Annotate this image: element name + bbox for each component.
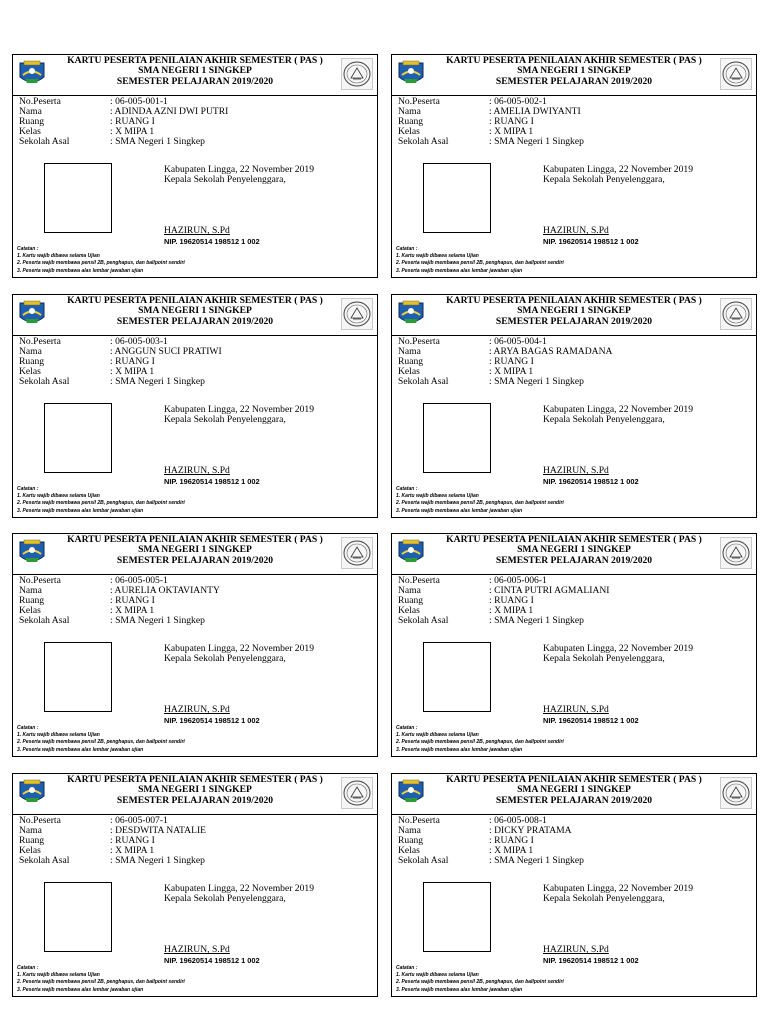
value-sekolah-asal: : SMA Negeri 1 Singkep bbox=[110, 856, 205, 866]
photo-box bbox=[423, 882, 491, 952]
notes-title: Catatan : bbox=[396, 486, 418, 492]
info-row-sekolah bbox=[19, 616, 220, 626]
notes-block bbox=[17, 486, 185, 515]
note-item: 2. Peserta wajib membawa pensil 2B, penghapus, dan ballpoint sendiri bbox=[17, 979, 185, 986]
label-no-peserta: No.Peserta bbox=[19, 336, 61, 347]
signature-name: HAZIRUN, S.Pd bbox=[543, 944, 609, 955]
school-emblem-icon bbox=[720, 298, 752, 330]
value-sekolah-asal: : SMA Negeri 1 Singkep bbox=[110, 137, 205, 147]
note-item: 2. Peserta wajib membawa pensil 2B, penghapus, dan ballpoint sendiri bbox=[17, 260, 185, 267]
label-ruang: Ruang bbox=[398, 835, 424, 846]
participant-info bbox=[398, 337, 612, 387]
signature-block bbox=[543, 884, 693, 904]
note-item: 3. Peserta wajib membawa alas lembar jawaban ujian bbox=[17, 746, 144, 753]
regency-logo-icon bbox=[396, 60, 426, 88]
info-row-sekolah bbox=[398, 137, 584, 147]
value-kelas: : X MIPA 1 bbox=[489, 846, 533, 856]
card-school-name: SMA NEGERI 1 SINGKEP bbox=[517, 544, 631, 556]
value-no-peserta: : 06-005-003-1 bbox=[110, 337, 168, 347]
participant-info bbox=[19, 816, 206, 866]
exam-card-5 bbox=[12, 533, 378, 757]
signature-block bbox=[164, 884, 314, 904]
card-header bbox=[392, 774, 756, 815]
card-title-line1: KARTU PESERTA PENILAIAN AKHIR SEMESTER ( PAS ) bbox=[446, 534, 702, 545]
note-item: 1. Kartu wajib dibawa selama Ujian bbox=[17, 253, 100, 260]
note-item: 2. Peserta wajib membawa pensil 2B, penghapus, dan ballpoint sendiri bbox=[17, 739, 185, 746]
value-nama: : DICKY PRATAMA bbox=[489, 826, 572, 836]
card-semester: SEMESTER PELAJARAN 2019/2020 bbox=[116, 794, 274, 806]
label-no-peserta: No.Peserta bbox=[398, 815, 440, 826]
note-item: 1. Kartu wajib dibawa selama Ujian bbox=[396, 972, 479, 979]
card-semester: SEMESTER PELAJARAN 2019/2020 bbox=[116, 75, 274, 87]
label-no-peserta: No.Peserta bbox=[398, 96, 440, 107]
value-nama: : DESDWITA NATALIE bbox=[110, 826, 206, 836]
value-kelas: : X MIPA 1 bbox=[110, 127, 154, 137]
note-item: 3. Peserta wajib membawa alas lembar jawaban ujian bbox=[396, 746, 523, 753]
photo-box bbox=[423, 642, 491, 712]
signature-nip: NIP. 19620514 198512 1 002 bbox=[543, 477, 639, 486]
exam-card-4 bbox=[391, 294, 757, 518]
card-school-name: SMA NEGERI 1 SINGKEP bbox=[517, 305, 631, 317]
card-header bbox=[13, 774, 377, 815]
value-ruang: : RUANG I bbox=[489, 357, 534, 367]
notes-block bbox=[396, 965, 564, 994]
signature-place-date: Kabupaten Lingga, 22 November 2019 bbox=[543, 404, 693, 415]
note-item: 3. Peserta wajib membawa alas lembar jawaban ujian bbox=[17, 507, 144, 514]
note-item: 3. Peserta wajib membawa alas lembar jawaban ujian bbox=[17, 267, 144, 274]
card-title bbox=[53, 56, 337, 87]
regency-logo-icon bbox=[17, 300, 47, 328]
note-item: 1. Kartu wajib dibawa selama Ujian bbox=[17, 732, 100, 739]
photo-box bbox=[423, 403, 491, 473]
card-header bbox=[392, 55, 756, 96]
label-kelas: Kelas bbox=[19, 126, 41, 137]
label-kelas: Kelas bbox=[19, 366, 41, 377]
signature-block bbox=[543, 405, 693, 425]
label-sekolah-asal: Sekolah Asal bbox=[19, 615, 70, 626]
label-kelas: Kelas bbox=[398, 605, 420, 616]
participant-info bbox=[19, 576, 220, 626]
signature-nip: NIP. 19620514 198512 1 002 bbox=[164, 477, 260, 486]
card-title-line1: KARTU PESERTA PENILAIAN AKHIR SEMESTER ( PAS ) bbox=[67, 774, 323, 785]
value-ruang: : RUANG I bbox=[110, 117, 155, 127]
value-no-peserta: : 06-005-002-1 bbox=[489, 97, 547, 107]
signature-name: HAZIRUN, S.Pd bbox=[164, 704, 230, 715]
photo-box bbox=[44, 403, 112, 473]
info-row-sekolah bbox=[19, 377, 222, 387]
card-school-name: SMA NEGERI 1 SINGKEP bbox=[138, 784, 252, 796]
card-title bbox=[432, 56, 716, 87]
value-ruang: : RUANG I bbox=[489, 596, 534, 606]
signature-position: Kepala Sekolah Penyelenggara, bbox=[543, 174, 665, 185]
label-sekolah-asal: Sekolah Asal bbox=[19, 855, 70, 866]
label-nama: Nama bbox=[398, 106, 421, 117]
regency-logo-icon bbox=[17, 60, 47, 88]
value-nama: : ANGGUN SUCI PRATIWI bbox=[110, 347, 222, 357]
value-ruang: : RUANG I bbox=[110, 357, 155, 367]
card-header bbox=[13, 295, 377, 336]
card-school-name: SMA NEGERI 1 SINGKEP bbox=[138, 305, 252, 317]
card-title bbox=[432, 296, 716, 327]
label-kelas: Kelas bbox=[398, 366, 420, 377]
value-sekolah-asal: : SMA Negeri 1 Singkep bbox=[489, 616, 584, 626]
photo-box bbox=[423, 163, 491, 233]
photo-box bbox=[44, 882, 112, 952]
participant-info bbox=[19, 337, 222, 387]
card-title-line1: KARTU PESERTA PENILAIAN AKHIR SEMESTER ( PAS ) bbox=[67, 534, 323, 545]
notes-block bbox=[396, 486, 564, 515]
value-ruang: : RUANG I bbox=[489, 117, 534, 127]
note-item: 2. Peserta wajib membawa pensil 2B, penghapus, dan ballpoint sendiri bbox=[396, 739, 564, 746]
signature-block bbox=[164, 644, 314, 664]
signature-block bbox=[164, 165, 314, 185]
card-title-line1: KARTU PESERTA PENILAIAN AKHIR SEMESTER ( PAS ) bbox=[446, 55, 702, 66]
note-item: 1. Kartu wajib dibawa selama Ujian bbox=[396, 253, 479, 260]
note-item: 2. Peserta wajib membawa pensil 2B, penghapus, dan ballpoint sendiri bbox=[396, 979, 564, 986]
value-nama: : CINTA PUTRI AGMALIANI bbox=[489, 586, 610, 596]
value-nama: : ARYA BAGAS RAMADANA bbox=[489, 347, 612, 357]
label-no-peserta: No.Peserta bbox=[19, 815, 61, 826]
label-ruang: Ruang bbox=[19, 595, 45, 606]
card-header bbox=[13, 55, 377, 96]
card-semester: SEMESTER PELAJARAN 2019/2020 bbox=[495, 554, 653, 566]
note-item: 2. Peserta wajib membawa pensil 2B, penghapus, dan ballpoint sendiri bbox=[17, 500, 185, 507]
notes-block bbox=[17, 965, 185, 994]
value-no-peserta: : 06-005-005-1 bbox=[110, 576, 168, 586]
notes-title: Catatan : bbox=[17, 725, 39, 731]
value-kelas: : X MIPA 1 bbox=[489, 606, 533, 616]
signature-nip: NIP. 19620514 198512 1 002 bbox=[543, 956, 639, 965]
value-ruang: : RUANG I bbox=[110, 836, 155, 846]
card-title bbox=[53, 296, 337, 327]
label-ruang: Ruang bbox=[398, 595, 424, 606]
info-row-sekolah bbox=[19, 137, 228, 147]
signature-nip: NIP. 19620514 198512 1 002 bbox=[164, 956, 260, 965]
label-ruang: Ruang bbox=[398, 116, 424, 127]
value-sekolah-asal: : SMA Negeri 1 Singkep bbox=[110, 616, 205, 626]
label-no-peserta: No.Peserta bbox=[398, 336, 440, 347]
note-item: 3. Peserta wajib membawa alas lembar jawaban ujian bbox=[396, 267, 523, 274]
school-emblem-icon bbox=[720, 537, 752, 569]
card-title-line1: KARTU PESERTA PENILAIAN AKHIR SEMESTER ( PAS ) bbox=[446, 774, 702, 785]
notes-title: Catatan : bbox=[396, 725, 418, 731]
notes-block bbox=[396, 246, 564, 275]
value-kelas: : X MIPA 1 bbox=[110, 846, 154, 856]
label-kelas: Kelas bbox=[19, 605, 41, 616]
notes-block bbox=[17, 246, 185, 275]
signature-block bbox=[543, 165, 693, 185]
participant-info bbox=[398, 576, 610, 626]
school-emblem-icon bbox=[341, 298, 373, 330]
card-school-name: SMA NEGERI 1 SINGKEP bbox=[517, 65, 631, 77]
value-kelas: : X MIPA 1 bbox=[489, 367, 533, 377]
note-item: 2. Peserta wajib membawa pensil 2B, penghapus, dan ballpoint sendiri bbox=[396, 260, 564, 267]
value-sekolah-asal: : SMA Negeri 1 Singkep bbox=[110, 377, 205, 387]
label-kelas: Kelas bbox=[19, 845, 41, 856]
signature-block bbox=[164, 405, 314, 425]
card-header bbox=[392, 295, 756, 336]
signature-place-date: Kabupaten Lingga, 22 November 2019 bbox=[543, 883, 693, 894]
value-no-peserta: : 06-005-004-1 bbox=[489, 337, 547, 347]
exam-card-3 bbox=[12, 294, 378, 518]
label-sekolah-asal: Sekolah Asal bbox=[398, 136, 449, 147]
label-ruang: Ruang bbox=[19, 835, 45, 846]
signature-place-date: Kabupaten Lingga, 22 November 2019 bbox=[164, 883, 314, 894]
signature-position: Kepala Sekolah Penyelenggara, bbox=[164, 174, 286, 185]
notes-block bbox=[17, 725, 185, 754]
exam-card-2 bbox=[391, 54, 757, 278]
notes-title: Catatan : bbox=[17, 965, 39, 971]
note-item: 1. Kartu wajib dibawa selama Ujian bbox=[17, 493, 100, 500]
card-school-name: SMA NEGERI 1 SINGKEP bbox=[517, 784, 631, 796]
school-emblem-icon bbox=[341, 537, 373, 569]
card-title-line1: KARTU PESERTA PENILAIAN AKHIR SEMESTER ( PAS ) bbox=[67, 55, 323, 66]
regency-logo-icon bbox=[396, 300, 426, 328]
label-no-peserta: No.Peserta bbox=[19, 96, 61, 107]
card-school-name: SMA NEGERI 1 SINGKEP bbox=[138, 544, 252, 556]
value-nama: : AMELIA DWIYANTI bbox=[489, 107, 581, 117]
participant-info bbox=[19, 97, 228, 147]
signature-name: HAZIRUN, S.Pd bbox=[543, 225, 609, 236]
card-title bbox=[432, 775, 716, 806]
school-emblem-icon bbox=[720, 58, 752, 90]
signature-position: Kepala Sekolah Penyelenggara, bbox=[164, 893, 286, 904]
note-item: 2. Peserta wajib membawa pensil 2B, penghapus, dan ballpoint sendiri bbox=[396, 500, 564, 507]
value-no-peserta: : 06-005-006-1 bbox=[489, 576, 547, 586]
value-nama: : ADINDA AZNI DWI PUTRI bbox=[110, 107, 228, 117]
participant-info bbox=[398, 97, 584, 147]
value-kelas: : X MIPA 1 bbox=[110, 606, 154, 616]
value-kelas: : X MIPA 1 bbox=[110, 367, 154, 377]
regency-logo-icon bbox=[17, 539, 47, 567]
label-sekolah-asal: Sekolah Asal bbox=[398, 376, 449, 387]
school-emblem-icon bbox=[341, 777, 373, 809]
value-no-peserta: : 06-005-008-1 bbox=[489, 816, 547, 826]
regency-logo-icon bbox=[396, 779, 426, 807]
info-row-sekolah bbox=[398, 377, 612, 387]
label-nama: Nama bbox=[19, 106, 42, 117]
note-item: 1. Kartu wajib dibawa selama Ujian bbox=[17, 972, 100, 979]
notes-title: Catatan : bbox=[396, 965, 418, 971]
signature-name: HAZIRUN, S.Pd bbox=[164, 465, 230, 476]
signature-position: Kepala Sekolah Penyelenggara, bbox=[164, 414, 286, 425]
exam-card-6 bbox=[391, 533, 757, 757]
label-ruang: Ruang bbox=[19, 116, 45, 127]
card-semester: SEMESTER PELAJARAN 2019/2020 bbox=[116, 554, 274, 566]
label-kelas: Kelas bbox=[398, 126, 420, 137]
label-sekolah-asal: Sekolah Asal bbox=[398, 615, 449, 626]
note-item: 1. Kartu wajib dibawa selama Ujian bbox=[396, 493, 479, 500]
info-row-sekolah bbox=[398, 616, 610, 626]
card-semester: SEMESTER PELAJARAN 2019/2020 bbox=[495, 794, 653, 806]
exam-card-1 bbox=[12, 54, 378, 278]
signature-place-date: Kabupaten Lingga, 22 November 2019 bbox=[543, 164, 693, 175]
label-sekolah-asal: Sekolah Asal bbox=[19, 376, 70, 387]
notes-title: Catatan : bbox=[17, 486, 39, 492]
signature-nip: NIP. 19620514 198512 1 002 bbox=[543, 237, 639, 246]
signature-name: HAZIRUN, S.Pd bbox=[543, 465, 609, 476]
label-nama: Nama bbox=[19, 346, 42, 357]
regency-logo-icon bbox=[396, 539, 426, 567]
signature-position: Kepala Sekolah Penyelenggara, bbox=[543, 653, 665, 664]
note-item: 1. Kartu wajib dibawa selama Ujian bbox=[396, 732, 479, 739]
signature-name: HAZIRUN, S.Pd bbox=[543, 704, 609, 715]
exam-card-8 bbox=[391, 773, 757, 997]
signature-nip: NIP. 19620514 198512 1 002 bbox=[543, 716, 639, 725]
card-title bbox=[432, 535, 716, 566]
value-no-peserta: : 06-005-001-1 bbox=[110, 97, 168, 107]
value-sekolah-asal: : SMA Negeri 1 Singkep bbox=[489, 856, 584, 866]
label-no-peserta: No.Peserta bbox=[398, 575, 440, 586]
value-no-peserta: : 06-005-007-1 bbox=[110, 816, 168, 826]
value-sekolah-asal: : SMA Negeri 1 Singkep bbox=[489, 377, 584, 387]
regency-logo-icon bbox=[17, 779, 47, 807]
signature-place-date: Kabupaten Lingga, 22 November 2019 bbox=[543, 643, 693, 654]
exam-card-7 bbox=[12, 773, 378, 997]
value-nama: : AURELIA OKTAVIANTY bbox=[110, 586, 220, 596]
note-item: 3. Peserta wajib membawa alas lembar jawaban ujian bbox=[396, 986, 523, 993]
signature-place-date: Kabupaten Lingga, 22 November 2019 bbox=[164, 643, 314, 654]
label-nama: Nama bbox=[19, 585, 42, 596]
signature-block bbox=[543, 644, 693, 664]
signature-name: HAZIRUN, S.Pd bbox=[164, 225, 230, 236]
label-ruang: Ruang bbox=[19, 356, 45, 367]
label-ruang: Ruang bbox=[398, 356, 424, 367]
label-nama: Nama bbox=[398, 585, 421, 596]
card-semester: SEMESTER PELAJARAN 2019/2020 bbox=[495, 315, 653, 327]
label-nama: Nama bbox=[19, 825, 42, 836]
signature-nip: NIP. 19620514 198512 1 002 bbox=[164, 237, 260, 246]
notes-title: Catatan : bbox=[396, 246, 418, 252]
card-title bbox=[53, 775, 337, 806]
signature-position: Kepala Sekolah Penyelenggara, bbox=[543, 893, 665, 904]
notes-title: Catatan : bbox=[17, 246, 39, 252]
signature-nip: NIP. 19620514 198512 1 002 bbox=[164, 716, 260, 725]
label-nama: Nama bbox=[398, 825, 421, 836]
participant-info bbox=[398, 816, 584, 866]
photo-box bbox=[44, 163, 112, 233]
card-school-name: SMA NEGERI 1 SINGKEP bbox=[138, 65, 252, 77]
school-emblem-icon bbox=[341, 58, 373, 90]
label-nama: Nama bbox=[398, 346, 421, 357]
signature-place-date: Kabupaten Lingga, 22 November 2019 bbox=[164, 164, 314, 175]
signature-place-date: Kabupaten Lingga, 22 November 2019 bbox=[164, 404, 314, 415]
card-semester: SEMESTER PELAJARAN 2019/2020 bbox=[116, 315, 274, 327]
photo-box bbox=[44, 642, 112, 712]
value-ruang: : RUANG I bbox=[110, 596, 155, 606]
info-row-sekolah bbox=[398, 856, 584, 866]
label-sekolah-asal: Sekolah Asal bbox=[19, 136, 70, 147]
school-emblem-icon bbox=[720, 777, 752, 809]
notes-block bbox=[396, 725, 564, 754]
note-item: 3. Peserta wajib membawa alas lembar jawaban ujian bbox=[17, 986, 144, 993]
info-row-sekolah bbox=[19, 856, 206, 866]
note-item: 3. Peserta wajib membawa alas lembar jawaban ujian bbox=[396, 507, 523, 514]
value-kelas: : X MIPA 1 bbox=[489, 127, 533, 137]
card-title-line1: KARTU PESERTA PENILAIAN AKHIR SEMESTER ( PAS ) bbox=[67, 295, 323, 306]
signature-position: Kepala Sekolah Penyelenggara, bbox=[543, 414, 665, 425]
signature-name: HAZIRUN, S.Pd bbox=[164, 944, 230, 955]
signature-position: Kepala Sekolah Penyelenggara, bbox=[164, 653, 286, 664]
card-semester: SEMESTER PELAJARAN 2019/2020 bbox=[495, 75, 653, 87]
value-sekolah-asal: : SMA Negeri 1 Singkep bbox=[489, 137, 584, 147]
label-kelas: Kelas bbox=[398, 845, 420, 856]
card-title bbox=[53, 535, 337, 566]
label-no-peserta: No.Peserta bbox=[19, 575, 61, 586]
label-sekolah-asal: Sekolah Asal bbox=[398, 855, 449, 866]
card-header bbox=[13, 534, 377, 575]
value-ruang: : RUANG I bbox=[489, 836, 534, 846]
card-title-line1: KARTU PESERTA PENILAIAN AKHIR SEMESTER ( PAS ) bbox=[446, 295, 702, 306]
card-header bbox=[392, 534, 756, 575]
